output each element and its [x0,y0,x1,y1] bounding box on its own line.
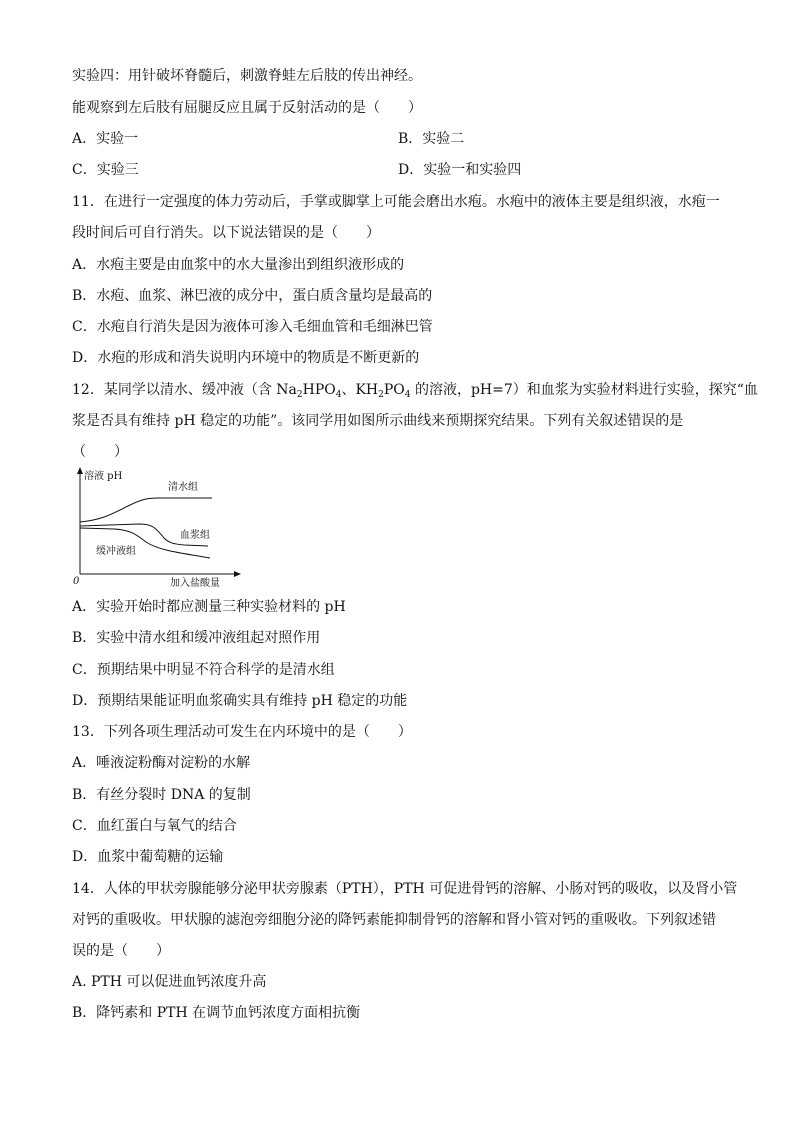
q12-option-b: B．实验中清水组和缓冲液组起对照作用 [72,630,321,646]
question-10-stem: 能观察到左后肢有屈腿反应且属于反射活动的是（ ） [72,100,422,116]
question-14-stem-line2: 对钙的重吸收。甲状腺的滤泡旁细胞分泌的降钙素能抑制骨钙的溶解和肾小管对钙的重吸收。下列叙述错 [72,912,716,928]
ph-curve-chart [72,466,242,588]
q12-stem-part: 的溶液，pH=7）和血浆为实验材料进行实验，探究“血 [410,382,758,398]
y-axis-arrow [77,467,83,474]
x-axis-label: 加入盐酸量 [170,578,220,588]
q12-stem-part: HPO [302,382,336,398]
q12-sub: 4 [404,390,411,400]
question-13-stem: 13．下列各项生理活动可发生在内环境中的是（ ） [72,724,412,740]
question-12-stem-line3: （ ） [72,444,128,460]
q11-option-b: B．水疱、血浆、淋巴液的成分中，蛋白质含量均是最高的 [72,288,433,304]
q10-option-c: C．实验三 [72,162,139,178]
q10-option-a: A．实验一 [72,131,139,147]
y-axis-label: 溶液 pH [84,471,123,482]
q12-option-a: A．实验开始时都应测量三种实验材料的 pH [72,599,346,615]
question-14-stem-line3: 误的是（ ） [72,943,170,959]
series-label-xuejiang: 血浆组 [180,530,210,541]
q12-option-c: C．预期结果中明显不符合科学的是清水组 [72,662,335,678]
series-line-qingshui [80,498,212,522]
q13-option-b: B．有丝分裂时 DNA 的复制 [72,787,251,803]
experiment-four-text: 实验四：用针破坏脊髓后，刺激脊蛙左后肢的传出神经。 [72,68,422,84]
q11-option-d: D．水疱的形成和消失说明内环境中的物质是不断更新的 [72,350,420,366]
q12-sub: 2 [378,390,384,400]
q13-option-d: D．血浆中葡萄糖的运输 [72,849,224,865]
question-11-stem-line1: 11．在进行一定强度的体力劳动后，手掌或脚掌上可能会磨出水疱。水疱中的液体主要是组织液，水疱一 [72,194,720,210]
question-12-stem-line1 [72,380,758,400]
q12-stem-part: 、KH [341,382,379,398]
q11-option-a: A．水疱主要是由血浆中的水大量渗出到组织液形成的 [72,257,405,273]
question-14-stem-line1: 14．人体的甲状旁腺能够分泌甲状旁腺素（PTH），PTH 可促进骨钙的溶解、小肠对钙的吸收，以及肾小管 [72,881,738,897]
question-12-stem-line2: 浆是否具有维持 pH 稳定的功能”。该同学用如图所示曲线来预期探究结果。下列有关叙述错误的是 [72,413,684,429]
q12-sub: 4 [335,390,342,400]
q12-stem-part: PO [383,382,405,398]
question-11-stem-line2: 段时间后可自行消失。以下说法错误的是（ ） [72,225,380,241]
q10-option-b: B．实验二 [398,131,465,147]
origin-label: 0 [73,576,80,587]
x-axis-arrow [234,571,241,577]
q12-sub: 2 [296,390,303,400]
q13-option-c: C．血红蛋白与氧气的结合 [72,818,237,834]
series-label-huanchong: 缓冲液组 [96,546,136,557]
q12-stem-part: 12．某同学以清水、缓冲液（含 Na [72,382,297,398]
q14-option-b: B．降钙素和 PTH 在调节血钙浓度方面相抗衡 [72,1005,361,1021]
q11-option-c: C．水疱自行消失是因为液体可渗入毛细血管和毛细淋巴管 [72,319,433,335]
q10-option-d: D．实验一和实验四 [398,162,522,178]
series-label-qingshui: 清水组 [168,482,198,493]
q12-option-d: D．预期结果能证明血浆确实具有维持 pH 稳定的功能 [72,693,408,709]
q13-option-a: A．唾液淀粉酶对淀粉的水解 [72,755,251,771]
q14-option-a: A. PTH 可以促进血钙浓度升高 [72,974,267,990]
